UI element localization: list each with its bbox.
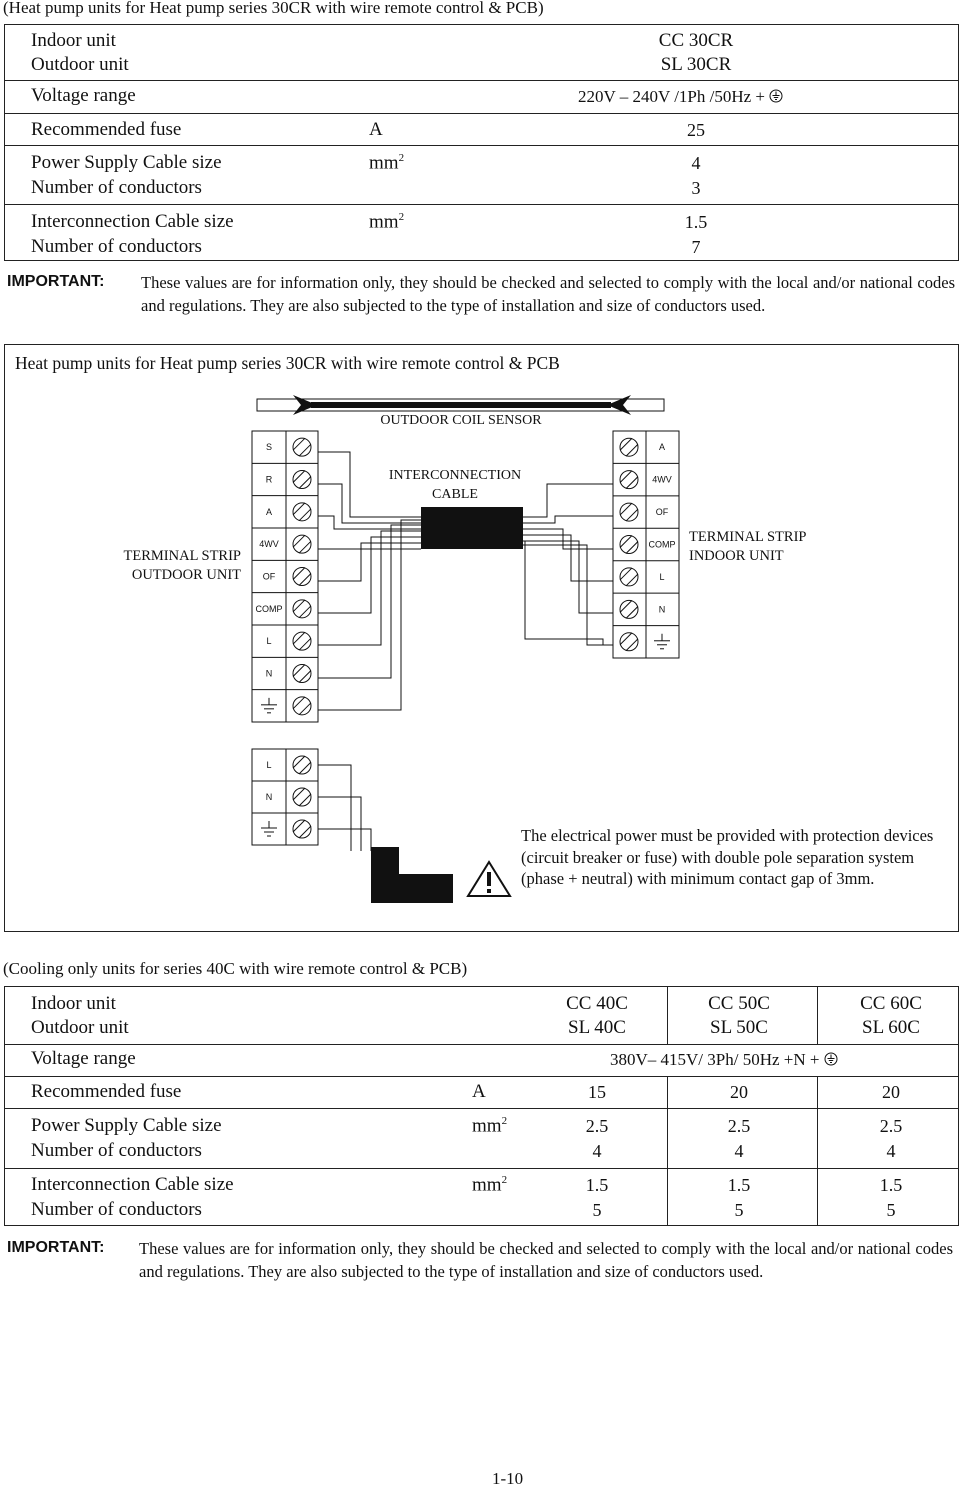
column-divider	[667, 1076, 668, 1226]
table-divider	[5, 80, 958, 81]
inter-conductors-value-3: 5	[886, 1200, 896, 1220]
outdoor-strip-label	[113, 547, 241, 585]
terminal-label: L	[266, 760, 272, 770]
outdoor-unit-label: Outdoor unit	[31, 54, 129, 75]
supply-cable-end	[371, 874, 453, 903]
voltage-value-wrap	[578, 87, 783, 107]
outdoor-model: SL 30CR	[660, 54, 732, 75]
important-text: These values are for information only, they should be checked and selected to comply with the local and/or national codes and regulations. They are also subjected to the type of installation and size of conductors used.	[141, 273, 955, 315]
power-cable-label: Power Supply Cable size	[31, 152, 222, 173]
terminal-label: COMP	[255, 603, 283, 614]
indoor-strip-label-line2: INDOOR UNIT	[689, 548, 784, 564]
terminal-label: OF	[655, 507, 669, 518]
inter-cable-label-2: CABLE	[432, 487, 478, 502]
fuse-value: 25	[687, 120, 705, 140]
terminal-label: COMP	[648, 539, 676, 550]
section1-title: (Heat pump units for Heat pump series 30CR with wire remote control & PCB)	[3, 0, 544, 17]
column-divider	[817, 1076, 818, 1226]
terminal-label: A	[265, 506, 273, 517]
inter-cable-unit: $mm^2$	[369, 211, 405, 233]
power-conductors-value: 3	[691, 178, 701, 198]
outdoor-model-2: SL 50C	[710, 1017, 768, 1038]
voltage-value: 380V– 415V/ 3Ph/ 50Hz +N +	[610, 1050, 820, 1069]
indoor-model: CC 30CR	[658, 30, 734, 51]
fuse-value-1: 15	[588, 1082, 606, 1102]
fuse-value-2: 20	[730, 1082, 748, 1102]
indoor-model-3: CC 60C	[860, 993, 922, 1014]
outdoor-model-3: SL 60C	[862, 1017, 920, 1038]
voltage-label: Voltage range	[31, 85, 136, 106]
table-divider	[5, 1076, 958, 1077]
terminal-label: N	[658, 604, 666, 615]
power-cable-value-3: 2.5	[879, 1116, 903, 1136]
inter-cable-value: 1.5	[684, 212, 708, 232]
outdoor-strip-label-line1: TERMINAL STRIP	[123, 548, 241, 564]
outdoor-unit-label: Outdoor unit	[31, 1017, 129, 1038]
terminal-label: 4WV	[652, 474, 672, 485]
power-conductors-value-3: 4	[886, 1141, 896, 1161]
outdoor-model-1: SL 40C	[568, 1017, 626, 1038]
indoor-strip-label-line1: TERMINAL STRIP	[689, 529, 807, 545]
indoor-unit-label: Indoor unit	[31, 993, 116, 1014]
terminal-label: R	[265, 474, 273, 485]
power-conductors-value-1: 4	[592, 1141, 602, 1161]
terminal-label: N	[265, 668, 273, 679]
voltage-value-wrap	[610, 1050, 838, 1070]
inter-conductors-value-1: 5	[592, 1200, 602, 1220]
inter-cable-value-1: 1.5	[585, 1175, 609, 1195]
power-conductors-value-2: 4	[734, 1141, 744, 1161]
power-cable-unit: $mm^2$	[472, 1115, 508, 1137]
important-text-2: These values are for information only, they should be checked and selected to comply with the local and/or national codes and regulations. They are also subjected to the type of installation and size of conductors used.	[139, 1239, 953, 1281]
important-label-2: IMPORTANT:	[7, 1239, 105, 1256]
terminal-label: 4WV	[259, 539, 279, 550]
indoor-strip-label	[689, 528, 829, 566]
important-label: IMPORTANT:	[7, 273, 105, 290]
inter-cable-label: Interconnection Cable size	[31, 211, 234, 232]
terminal-label: L	[659, 571, 665, 582]
inter-conductors-value-2: 5	[734, 1200, 744, 1220]
power-cable-value-2: 2.5	[727, 1116, 751, 1136]
terminal-label: A	[658, 442, 666, 453]
table-divider	[5, 1044, 958, 1045]
supply-wires	[318, 765, 371, 851]
sensor-label: OUTDOOR COIL SENSOR	[380, 413, 542, 428]
indoor-model-2: CC 50C	[708, 993, 770, 1014]
warning-icon	[468, 862, 510, 896]
table-divider	[5, 113, 958, 114]
power-cable-unit: $mm^2$	[369, 152, 405, 174]
inter-cable-value-2: 1.5	[727, 1175, 751, 1195]
table-divider	[5, 145, 958, 146]
page-number: 1-10	[492, 1469, 524, 1488]
terminal-label: OF	[262, 571, 276, 582]
diagram-title: Heat pump units for Heat pump series 30CR with wire remote control & PCB	[15, 353, 560, 373]
interconnection-cable	[421, 507, 523, 549]
inter-conductors-value: 7	[691, 237, 701, 257]
ground-icon	[824, 1052, 838, 1066]
indoor-wires	[523, 484, 613, 645]
inter-cable-value-3: 1.5	[879, 1175, 903, 1195]
indoor-model-1: CC 40C	[566, 993, 628, 1014]
indoor-unit-label: Indoor unit	[31, 30, 116, 51]
table-divider	[5, 1108, 958, 1109]
column-divider	[817, 987, 818, 1044]
fuse-unit: A	[369, 119, 383, 140]
outdoor-coil-sensor	[257, 395, 664, 415]
power-conductors-label: Number of conductors	[31, 177, 202, 198]
inter-cable-unit: $mm^2$	[472, 1174, 508, 1196]
voltage-value: 220V – 240V /1Ph /50Hz +	[578, 87, 765, 106]
power-cable-value: 4	[691, 153, 701, 173]
power-cable-value-1: 2.5	[585, 1116, 609, 1136]
fuse-label: Recommended fuse	[31, 1081, 182, 1102]
section1-table	[4, 24, 959, 261]
column-divider	[667, 987, 668, 1044]
table-divider	[5, 204, 958, 205]
terminal-label: N	[265, 792, 273, 802]
outdoor-strip-label-line2: OUTDOOR UNIT	[131, 567, 241, 583]
ground-icon	[769, 89, 783, 103]
wiring-diagram	[4, 344, 959, 932]
terminal-label: L	[266, 636, 272, 647]
section2-title: (Cooling only units for series 40C with wire remote control & PCB)	[3, 959, 468, 978]
fuse-label: Recommended fuse	[31, 119, 182, 140]
terminal-label: S	[265, 442, 273, 453]
power-conductors-label: Number of conductors	[31, 1140, 202, 1161]
power-cable-label: Power Supply Cable size	[31, 1115, 222, 1136]
table-divider	[5, 1168, 958, 1169]
inter-cable-label-1: INTERCONNECTION	[388, 468, 522, 483]
section2-table	[4, 986, 959, 1226]
inter-conductors-label: Number of conductors	[31, 1199, 202, 1220]
warning-text: The electrical power must be provided with protection devices (circuit breaker or fuse) with double pole separation system (phase + neutral) with minimum contact gap of 3mm.	[521, 826, 934, 888]
fuse-value-3: 20	[882, 1082, 900, 1102]
inter-conductors-label: Number of conductors	[31, 236, 202, 257]
inter-cable-label: Interconnection Cable size	[31, 1174, 234, 1195]
outdoor-wires	[318, 452, 421, 710]
fuse-unit: A	[472, 1081, 486, 1102]
voltage-label: Voltage range	[31, 1048, 136, 1069]
